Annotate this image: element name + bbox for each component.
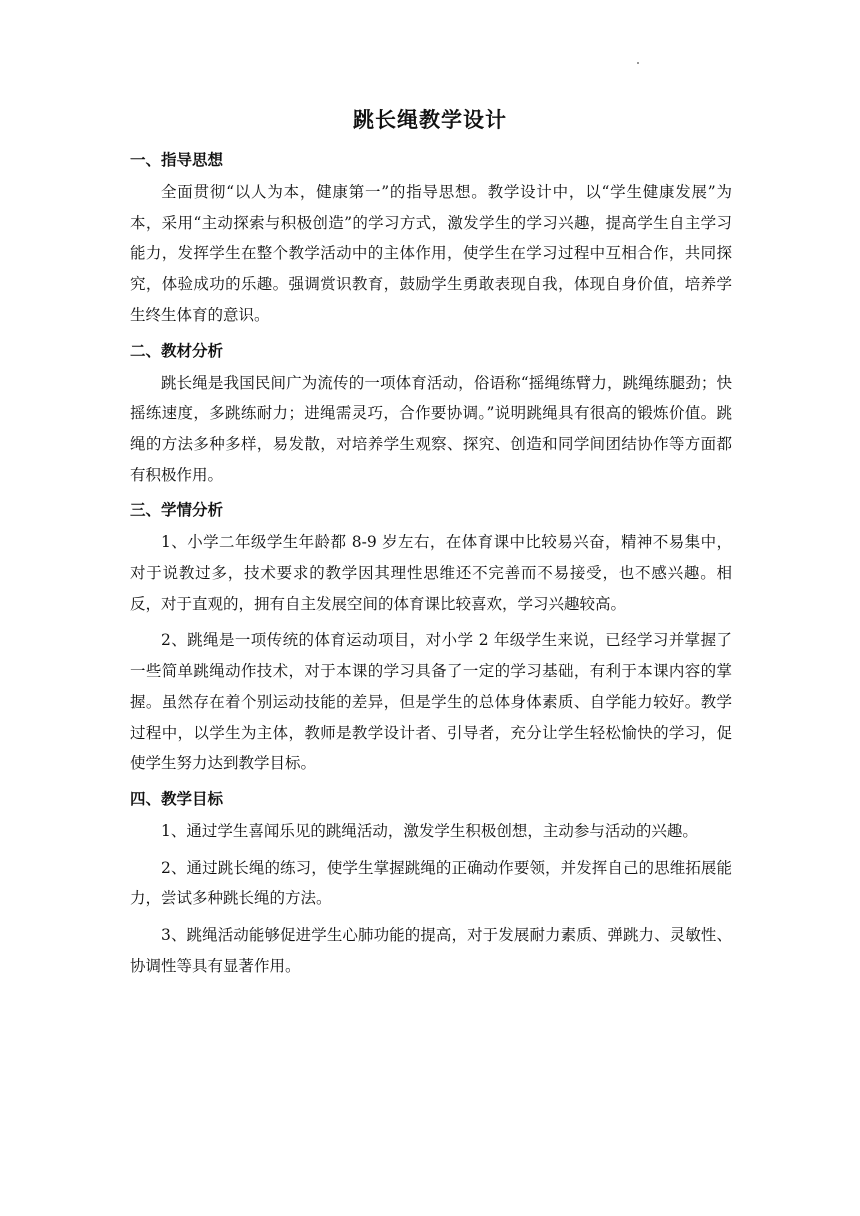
section-teaching-goals <box>130 785 732 982</box>
page-dot-mark <box>637 62 639 64</box>
section-paragraph: 跳长绳是我国民间广为流传的一项体育活动，俗语称“摇绳练臂力，跳绳练腿劲；快摇练速度，多跳练耐力；进绳需灵巧，合作要协调。”说明跳绳具有很高的锻炼价值。跳绳的方法多种多样，易发散，对培养学生观察、探究、创造和同学间团结协作等方面都有积极作用。 <box>130 373 732 484</box>
section-heading: 二、教材分析 <box>130 341 224 360</box>
document-body <box>130 146 732 987</box>
document-title: 跳长绳教学设计 <box>353 108 507 132</box>
section-paragraph: 1、通过学生喜闻乐见的跳绳活动，激发学生积极创想，主动参与活动的兴趣。 <box>161 821 698 840</box>
section-paragraph: 2、通过跳长绳的练习，使学生掌握跳绳的正确动作要领，并发挥自己的思维拓展能力，尝试多种跳长绳的方法。 <box>130 858 732 908</box>
section-student-analysis <box>130 496 732 779</box>
section-heading: 一、指导思想 <box>130 151 224 169</box>
section-material-analysis <box>130 337 732 491</box>
section-guiding-ideology <box>130 146 732 331</box>
section-heading: 四、教学目标 <box>130 789 224 808</box>
section-paragraph: 3、跳绳活动能够促进学生心肺功能的提高，对于发展耐力素质、弹跳力、灵敏性、协调性等具有显著作用。 <box>130 926 732 975</box>
section-heading: 三、学情分析 <box>130 501 224 520</box>
section-paragraph: 全面贯彻“以人为本，健康第一”的指导思想。教学设计中，以“学生健康发展”为本，采用“主动探索与积极创造”的学习方式，激发学生的学习兴趣，提高学生自主学习能力，发挥学生在整个教学活动中的主体作用，使学生在学习过程中互相合作，共同探究，体验成功的乐趣。强调赏识教育，鼓励学生勇敢表现自我，体现自身价值，培养学生终生体育的意识。 <box>130 183 732 324</box>
section-paragraph: 1、小学二年级学生年龄都 8-9 岁左右，在体育课中比较易兴奋，精神不易集中，对于说教过多，技术要求的教学因其理性思维还不完善而不易接受，也不感兴趣。相反，对于直观的，拥有自主发展空间的体育课比较喜欢，学习兴趣较高。 <box>130 533 732 613</box>
section-paragraph: 2、跳绳是一项传统的体育运动项目，对小学 2 年级学生来说，已经学习并掌握了一些简单跳绳动作技术，对于本课的学习具备了一定的学习基础，有利于本课内容的掌握。虽然存在着个别运动技能的差异，但是学生的总体身体素质、自学能力较好。教学过程中，以学生为主体，教师是教学设计者、引导者，充分让学生轻松愉快的学习，促使学生努力达到教学目标。 <box>130 631 732 773</box>
